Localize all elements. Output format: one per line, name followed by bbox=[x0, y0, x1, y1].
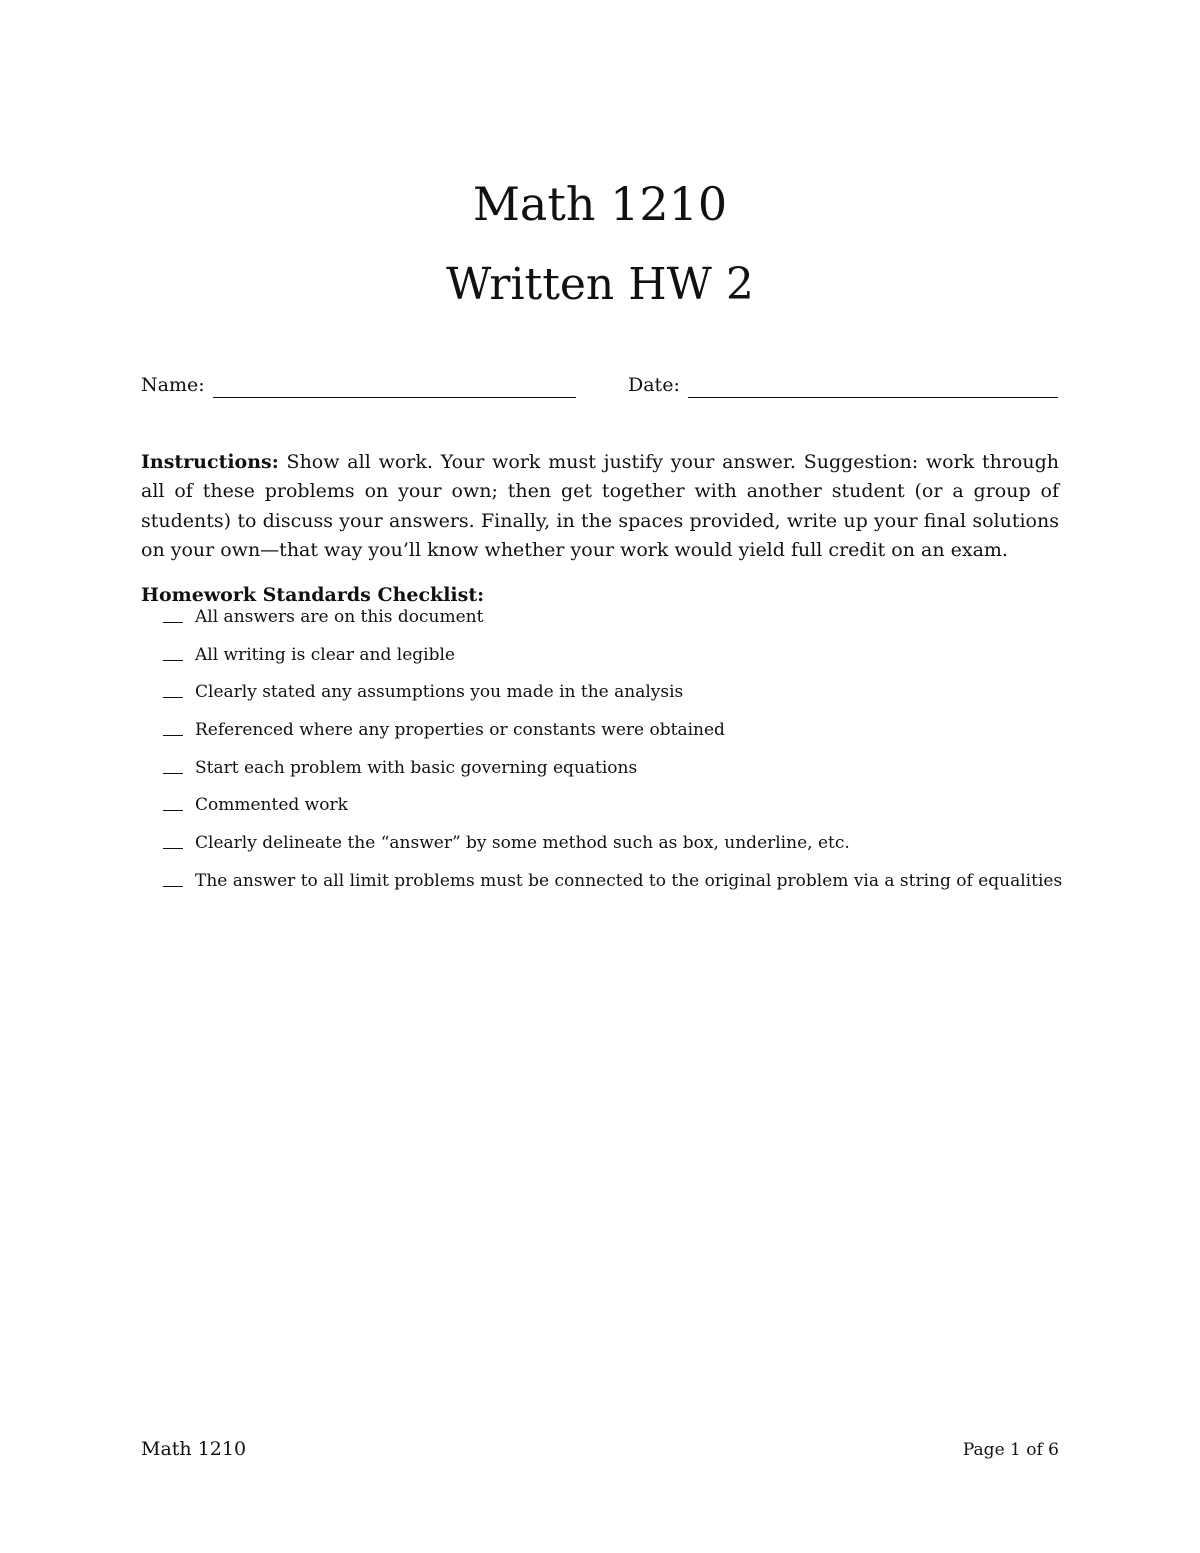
checklist bbox=[163, 604, 1062, 906]
check-blank bbox=[163, 604, 183, 623]
checklist-item bbox=[163, 679, 1062, 717]
instructions-paragraph bbox=[141, 448, 1059, 565]
name-blank-line bbox=[213, 373, 576, 398]
checklist-item-label: All writing is clear and legible bbox=[195, 644, 455, 665]
checklist-item bbox=[163, 642, 1062, 680]
checklist-item bbox=[163, 868, 1062, 906]
date-field bbox=[628, 372, 1058, 398]
date-label: Date: bbox=[628, 374, 680, 396]
checklist-item bbox=[163, 755, 1062, 793]
checklist-item bbox=[163, 792, 1062, 830]
checklist-heading: Homework Standards Checklist: bbox=[141, 584, 485, 606]
checklist-item bbox=[163, 604, 1062, 642]
checklist-item-label: The answer to all limit problems must be connected to the original problem via a string of equalities bbox=[195, 870, 1063, 891]
date-blank-line bbox=[688, 373, 1058, 398]
checklist-item-label: Clearly delineate the “answer” by some method such as box, underline, etc. bbox=[195, 833, 850, 854]
checklist-item-label: Clearly stated any assumptions you made in the analysis bbox=[195, 682, 684, 703]
check-blank bbox=[163, 717, 183, 736]
checklist-item-label: Start each problem with basic governing equations bbox=[195, 757, 638, 778]
check-blank bbox=[163, 679, 183, 698]
checklist-item-label: Referenced where any properties or constants were obtained bbox=[195, 720, 725, 741]
footer-course: Math 1210 bbox=[141, 1438, 247, 1460]
checklist-item bbox=[163, 717, 1062, 755]
checklist-item-label: All answers are on this document bbox=[195, 607, 484, 627]
name-label: Name: bbox=[141, 374, 205, 396]
check-blank bbox=[163, 868, 183, 887]
footer-page-number: Page 1 of 6 bbox=[962, 1440, 1059, 1460]
instructions-text: Show all work. Your work must justify your answer. Suggestion: work through all of these problems on your own; then get together with another student (or a group of students) to discuss your answers. Finally, in the spaces provided, write up your final solutions on your own—that way you’ll know whether your work would yield full credit on an exam. bbox=[141, 451, 1059, 561]
check-blank bbox=[163, 642, 183, 661]
instructions-label: Instructions: bbox=[141, 451, 279, 473]
course-title: Math 1210 bbox=[472, 177, 728, 231]
checklist-item-label: Commented work bbox=[195, 795, 348, 816]
checklist-item bbox=[163, 830, 1062, 868]
check-blank bbox=[163, 830, 183, 849]
assignment-title: Written HW 2 bbox=[446, 259, 754, 310]
check-blank bbox=[163, 792, 183, 811]
check-blank bbox=[163, 755, 183, 774]
name-field bbox=[141, 372, 576, 398]
